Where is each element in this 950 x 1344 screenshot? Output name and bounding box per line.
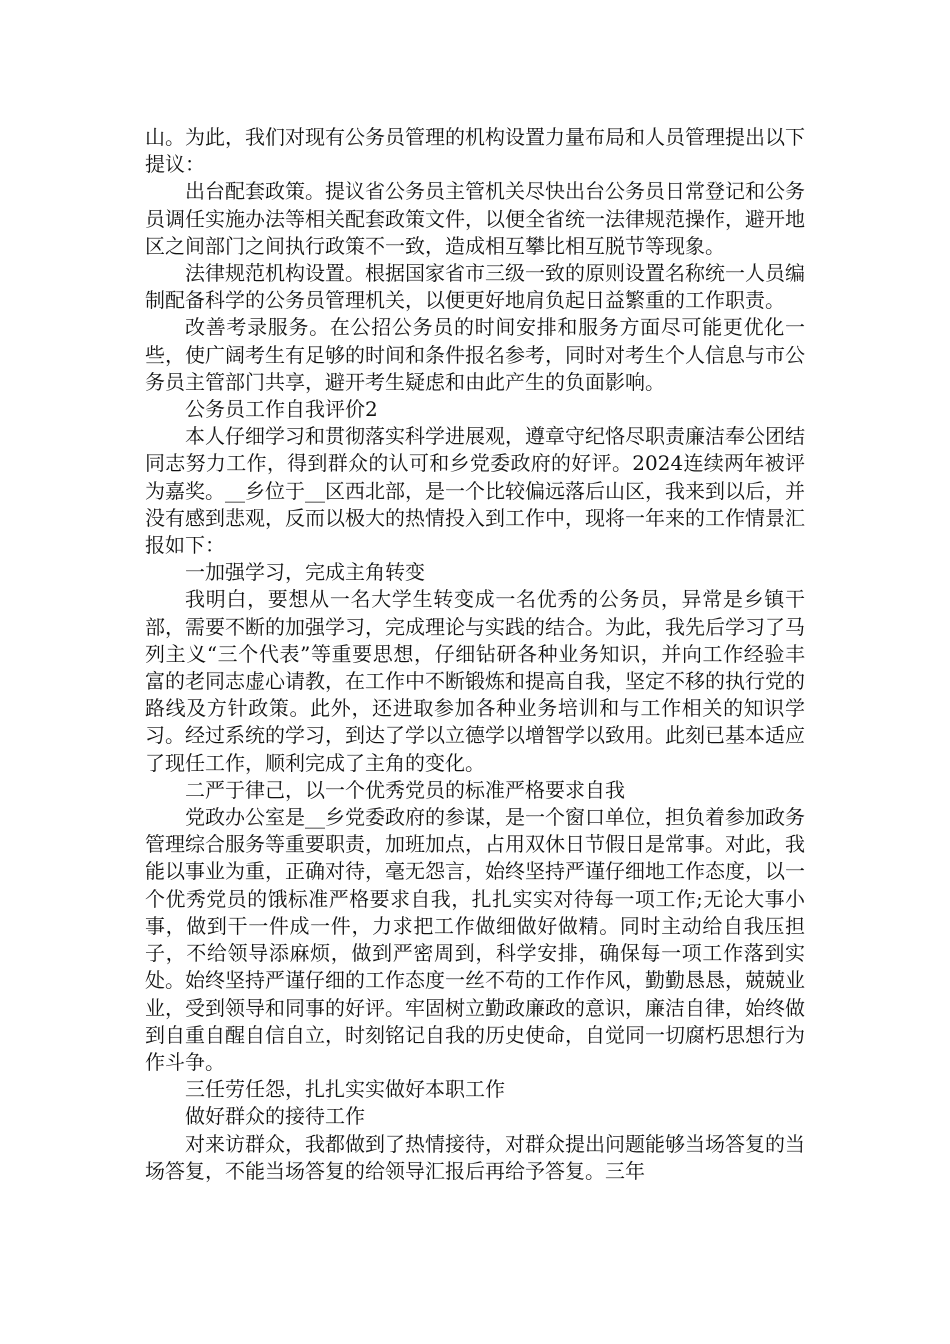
subheading-2: 二严于律己，以一个优秀党员的标准严格要求自我 xyxy=(185,777,625,802)
document-page xyxy=(145,124,805,1185)
subheading-4: 做好群众的接待工作 xyxy=(185,1104,365,1129)
paragraph-2: 出台配套政策。提议省公务员主管机关尽快出台公务员日常登记和公务员调任实施办法等相关配套政策文件，以便全省统一法律规范操作，避开地区之间部门之间执行政策不一致，造成相互攀比相互脱节等现象。 xyxy=(145,179,805,258)
subheading-1: 一加强学习，完成主角转变 xyxy=(185,560,425,585)
paragraph-7: 党政办公室是__乡党委政府的参谋，是一个窗口单位，担负着参加政务管理综合服务等重要职责，加班加点，占用双休日节假日是常事。对此，我能以事业为重，正确对待，毫无怨言，始终坚持严谨仔细地工作态度，以一个优秀党员的饿标准严格要求自我，扎扎实实对待每一项工作;无论大事小事，做到干一件成一件，力求把工作做细做好做精。同时主动给自我压担子，不给领导添麻烦，做到严密周到，科学安排，确保每一项工作落到实处。始终坚持严谨仔细的工作态度一丝不苟的工作作风，勤勤恳恳，兢兢业业，受到领导和同事的好评。牢固树立勤政廉政的意识，廉洁自律，始终做到自重自醒自信自立，时刻铭记自我的历史使命，自觉同一切腐朽思想行为作斗争。 xyxy=(145,805,805,1074)
paragraph-4: 改善考录服务。在公招公务员的时间安排和服务方面尽可能更优化一些，使广阔考生有足够的时间和条件报名参考，同时对考生个人信息与市公务员主管部门共享，避开考生疑虑和由此产生的负面影响。 xyxy=(145,315,805,394)
paragraph-5: 本人仔细学习和贯彻落实科学进展观，遵章守纪恪尽职责廉洁奉公团结同志努力工作，得到群众的认可和乡党委政府的好评。2024连续两年被评为嘉奖。__乡位于__区西北部，是一个比较偏远落后山区，我来到以后，并没有感到悲观，反而以极大的热情投入到工作中，现将一年来的工作情景汇报如下： xyxy=(145,424,805,558)
paragraph-1: 山。为此，我们对现有公务员管理的机构设置力量布局和人员管理提出以下提议： xyxy=(145,125,805,177)
paragraph-6: 我明白，要想从一名大学生转变成一名优秀的公务员，异常是乡镇干部，需要不断的加强学习，完成理论与实践的结合。为此，我先后学习了马列主义“三个代表”等重要思想，仔细钻研各种业务知识，并向工作经验丰富的老同志虚心请教，在工作中不断锻炼和提高自我，坚定不移的执行党的路线及方针政策。此外，还进取参加各种业务培训和与工作相关的知识学习。经过系统的学习，到达了学以立德学以增智学以致用。此刻已基本适应了现任工作，顺利完成了主角的变化。 xyxy=(145,587,805,775)
subheading-3: 三任劳任怨，扎扎实实做好本职工作 xyxy=(185,1077,505,1102)
paragraph-8: 对来访群众，我都做到了热情接待，对群众提出问题能够当场答复的当场答复，不能当场答复的给领导汇报后再给予答复。三年 xyxy=(145,1131,805,1183)
paragraph-3: 法律规范机构设置。根据国家省市三级一致的原则设置名称统一人员编制配备科学的公务员管理机关，以便更好地肩负起日益繁重的工作职责。 xyxy=(145,261,805,313)
section-heading-2: 公务员工作自我评价2 xyxy=(185,397,378,422)
